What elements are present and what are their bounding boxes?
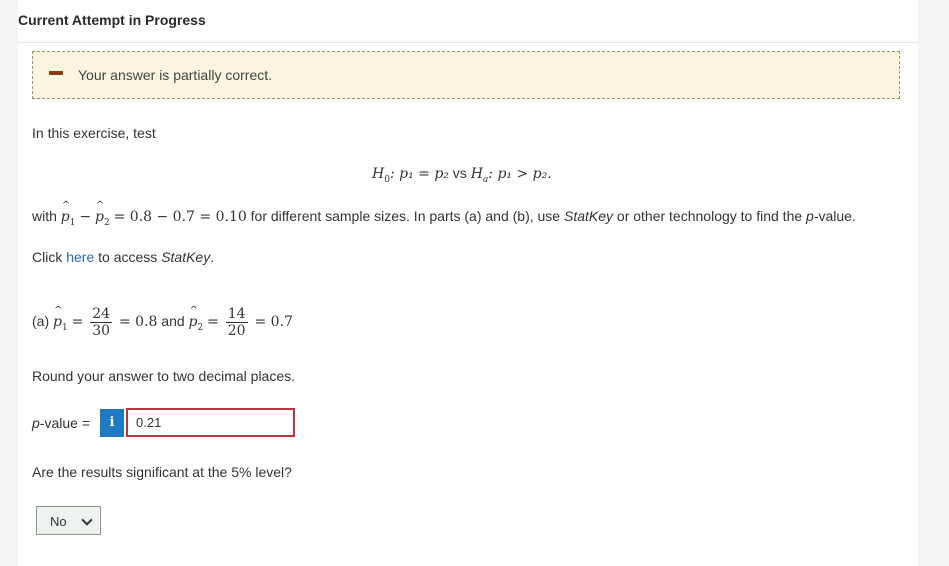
ha-subscript: a	[482, 174, 489, 185]
part-a-label: (a)	[32, 313, 50, 330]
null-hypothesis: : p₁ = p₂	[389, 166, 449, 182]
h0-subscript: 0	[384, 174, 390, 185]
statkey-link[interactable]: here	[66, 249, 95, 265]
chevron-down-icon	[81, 514, 92, 525]
sample-difference-text: with ^ $p_1$ − ^ $p_2 = 0.8 - 0.7 = 0.10$ for different sample sizes. In parts (a) and (b), use StatKey or other technology to find the p-value.	[32, 208, 856, 228]
with-word: with	[32, 208, 57, 224]
feedback-banner	[32, 51, 900, 99]
info-icon[interactable]: i	[100, 409, 124, 437]
h-symbol: H	[372, 166, 385, 182]
partial-correct-icon	[49, 71, 63, 75]
statkey-text: StatKey	[563, 208, 614, 224]
page-title: Current Attempt in Progress	[18, 12, 206, 28]
pvalue-input[interactable]: 0.21	[126, 408, 295, 437]
p1-hat: ^ p	[61, 209, 70, 225]
select-value: No	[50, 514, 67, 529]
feedback-message: Your answer is partially correct.	[78, 67, 273, 83]
pvalue-label: p-value =	[32, 415, 90, 431]
significance-question: Are the results significant at the 5% level?	[32, 464, 292, 480]
rounding-instruction: Round your answer to two decimal places.	[32, 368, 296, 384]
significance-select[interactable]	[36, 506, 101, 535]
vs-text: vs	[452, 165, 467, 181]
alt-hypothesis: : p₁ > p₂.	[488, 166, 552, 182]
statkey-access-line: Click here to access StatKey.	[32, 249, 215, 265]
fraction-p1: $\frac{24}{30}$	[92, 306, 111, 339]
fraction-p2: $\frac{14}{20}$	[227, 306, 246, 339]
hypothesis-statement	[372, 165, 552, 185]
intro-text: In this exercise, test	[32, 125, 156, 141]
difference-expression: = 0.8 − 0.7 = 0.10	[113, 209, 247, 225]
divider	[18, 42, 918, 43]
h-symbol-alt: H	[470, 166, 483, 182]
part-a-sample-proportions: (a) ^ $p_1$ = $\frac{24}{30}$ = 0.8 and ^ $p_2$ = $\frac{14}{20}$ = 0.7	[32, 306, 293, 339]
p2-hat: ^ p	[95, 209, 104, 225]
